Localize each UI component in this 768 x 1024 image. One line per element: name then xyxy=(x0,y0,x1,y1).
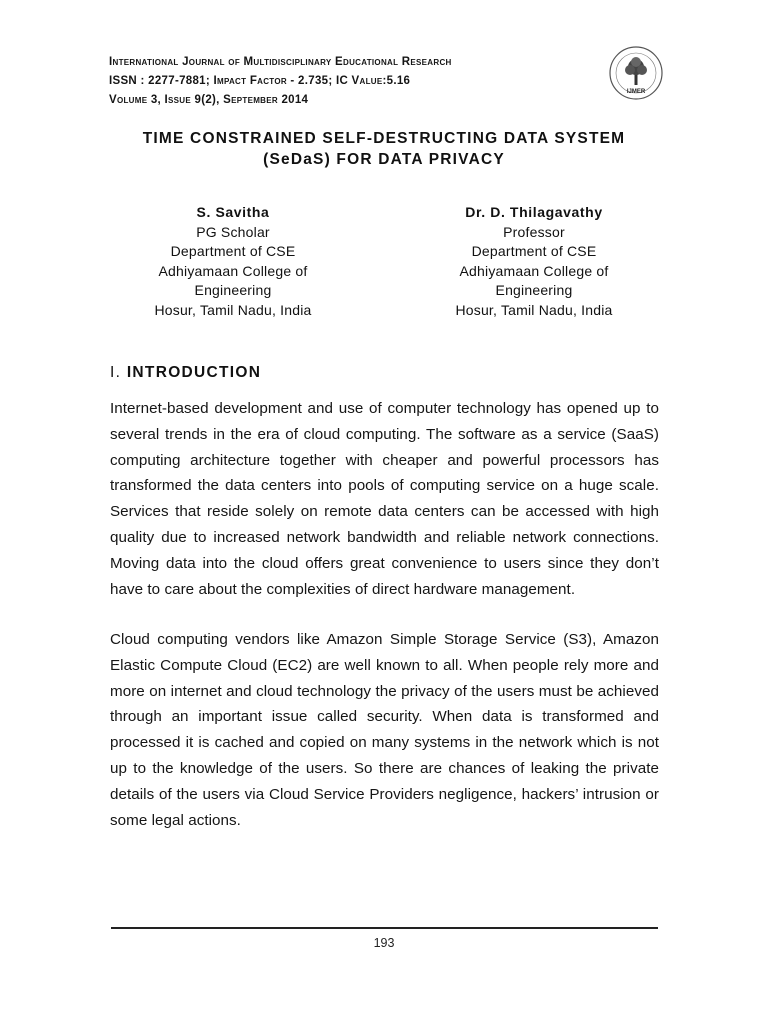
author-institution: Adhiyamaan College of xyxy=(459,262,609,279)
paper-title-line-1: TIME CONSTRAINED SELF-DESTRUCTING DATA SYSTEM xyxy=(142,130,626,147)
journal-header xyxy=(109,53,589,110)
author-institution-cont: Engineering xyxy=(194,282,272,298)
author-department: Department of CSE xyxy=(471,243,597,259)
section-number: I. xyxy=(110,364,122,381)
author-name: S. Savitha xyxy=(196,204,270,220)
author-role: Professor xyxy=(503,223,565,240)
author-role: PG Scholar xyxy=(196,223,270,240)
paper-title xyxy=(60,128,708,170)
logo-text: IJMER xyxy=(626,89,646,95)
author-department: Department of CSE xyxy=(170,243,296,259)
author-name: Dr. D. Thilagavathy xyxy=(465,204,603,220)
author-block-2 xyxy=(384,203,684,320)
journal-name: International Journal of Multidisciplinary Educational Research xyxy=(109,56,452,68)
footer-divider xyxy=(111,927,658,929)
section-heading xyxy=(110,364,261,382)
page-number: 193 xyxy=(373,936,395,950)
journal-issn: ISSN : 2277-7881; Impact Factor - 2.735; IC Value:5.16 xyxy=(109,75,411,87)
paper-title-line-2: (SeDaS) FOR DATA PRIVACY xyxy=(263,151,505,168)
author-block-1 xyxy=(83,203,383,320)
author-institution-cont: Engineering xyxy=(495,282,573,298)
author-location: Hosur, Tamil Nadu, India xyxy=(455,301,613,318)
journal-logo-icon xyxy=(608,45,664,101)
body-paragraph-1: Internet-based development and use of computer technology has opened up to several trends in the era of cloud computing. The software as a service (SaaS) computing architecture together with cheaper and powerful processors has transformed the data centers into pools of computing service on a huge scale. Services that reside solely on remote data centers can be accessed with high quality due to increased network bandwidth and reliable network connections. Moving data into the cloud offers great convenience to users since they don’t have to care about the complexities of direct hardware management. xyxy=(110,400,659,598)
author-location: Hosur, Tamil Nadu, India xyxy=(154,301,312,318)
body-paragraph-2: Cloud computing vendors like Amazon Simple Storage Service (S3), Amazon Elastic Compute Cloud (EC2) are well known to all. When people rely more and more on internet and cloud technology the privacy of the users must be achieved through an important issue called security. When data is transformed and processed it is cached and copied on many systems in the network which is not up to the knowledge of the users. So there are chances of leaking the private details of the users via Cloud Service Providers negligence, hackers’ intrusion or some legal actions. xyxy=(110,631,659,829)
journal-volume: Volume 3, Issue 9(2), September 2014 xyxy=(109,94,309,106)
author-institution: Adhiyamaan College of xyxy=(158,262,308,279)
section-title: INTRODUCTION xyxy=(126,364,262,381)
